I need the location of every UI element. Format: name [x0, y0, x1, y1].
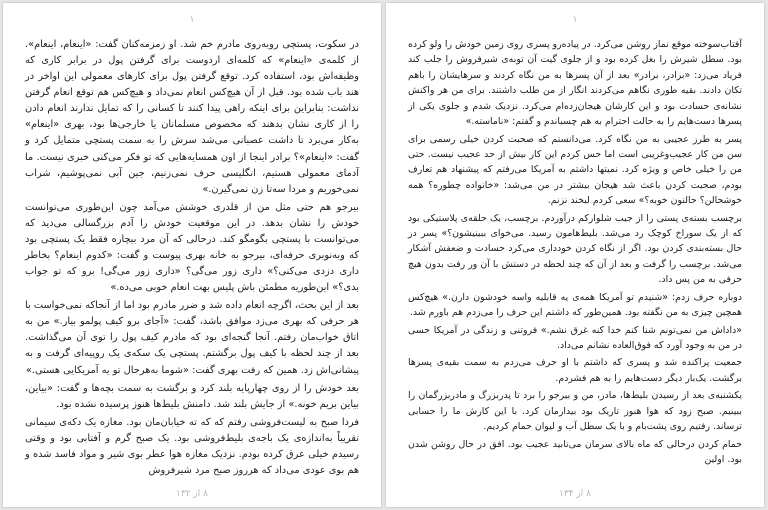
page-number-footer: ۸ از ۱۳۴ [559, 489, 591, 499]
paragraph: پسر به طرز عجیبی به من نگاه کرد. می‌دانستم که صحبت کردن خیلی رسمی برای سن من کار عجیب‌وغریبی است اما حس کردم این کار بیش از حد عجیب نیست. حتی من را خیلی خاص و ویژه کرد. نمیتها داشتم به آمریکا می‌رفتم که پیشنهاد هم تعارف بودم، صحبت کردن باعث شد هیجان بیشتر در من می‌شد: «خانواده چطوره؟ همه خوشحالن؟ حالتون خوبه؟» سعی کردم لبخند نزنم. [408, 133, 742, 207]
paragraph: بعد خودش را از روی چهارپایه بلند کرد و برگشت به سمت بچه‌ها و گفت: «بیاین، بیاین بریم خونه.» از جایش بلند شد. دامنش بلیط‌ها هنوز پرسیده نشده بود. [25, 382, 359, 410]
paragraph: دوباره حرف زدم: «شنیدم تو آمریکا همه‌ی یه قابلیه واسه خودشون دارن.» هیچ‌کس همچین چیزی به من نگفته بود. همین‌طور که داشتم این حرف را می‌زدم هم باورم شد. [408, 291, 742, 319]
page-number-footer: ۸ از ۱۳۲ [176, 489, 208, 499]
paragraph: یکشنبه‌ی بعد از رسیدن بلیط‌ها، مادر، من و بیرجو را برد تا پدربزرگ و مادربزرگمان را ببینیم. صبح زود که هوا هنوز تاریک بود بیدارمان کرد. با این کارش ما را حسابی ترساند. رفتیم روی پشت‌بام و با یک سطل آب و لیوان حمام کردیم. [408, 390, 742, 433]
right-page [386, 3, 764, 507]
paragraph: حمام کردن درحالی که ماه بالای سرمان می‌تابید عجیب بود. افق در حال روشن شدن بود. اولین [408, 438, 742, 465]
paragraph: بعد از این بحث، اگرچه انعام داده شد و ضرر مادرم بود اما از آنجاکه نمی‌خواست با هر حرفی که بهری می‌زد موافق باشد، گفت: «آجای برو کیف پولمو بیار.» من به اتاق خواب‌مان رفتم. آنجا گنجه‌ای بود که مادرم کیف پول را توی آن می‌گذاشت. بعد از چند لحظه با کیف پول برگشتم. پستچی یک سکه‌ی یک روپیه‌ای گرفت و به پیشانی‌اش زد. همین که رفت بهری گفت: «شوما به‌هرحال تو یه آمریکایی هستی.» [25, 300, 359, 376]
page-body [408, 37, 742, 469]
paragraph: برچسب بسته‌ی پستی را از جیب شلوارکم درآوردم. برچسب، یک حلقه‌ی پلاستیکی بود که از یک سوراخ کوچک رد می‌شد. بلیط‌هامون رسید. می‌خوای ببینیشون؟» پسر در حال بسته‌بندی کردن بود. اگر از نگاه کردن خودداری می‌کرد حسادت و ضعفش آشکار می‌شد. برچسب را گرفت و بعد از آن که چند لحظه در دستش با آن ور رفت بدون هیچ حرفی به من پس داد. [408, 212, 742, 286]
paragraph: بیرجو هم حتی مثل من از قلدری خوشش می‌آمد چون این‌طوری می‌توانست خودش را نشان بدهد. در این موقعیت خودش را آدم بزرگسالی می‌دید که می‌توانست با پستچی بگومگو کند. درحالی که آن مرد بیچاره فقط یک پستچی بود که وبه‌نوبری حرفه‌ای، بیرجو به خانه بهری پیوست و گفت: «کدوم اینعام؟ بخاطر داری دزدی می‌کنی؟» داری زور می‌گی؟ «داری زور می‌گی! برو که تو جواب بدی؟» این‌طوریه مطمئن باش پلیس بهت انعام خوبی می‌ده.» [25, 201, 359, 294]
paragraph: «داداش من نمی‌تونم شنا کنم خدا کنه غرق نشم.» فروتنی و زندگی در آمریکا حسی در من به وجود آورد که فوق‌العاده نشانم می‌داد. [408, 324, 742, 352]
page-body [25, 37, 359, 481]
paragraph: فردا صبح به لیست‌فروشی رفتم که که ته خیابان‌مان بود. مغازه یک دکه‌ی سیمانی تقریباً به‌اندازه‌ی یک باجه‌ی بلیط‌فروشی بود. یک صبح گرم و آفتابی بود و وقتی رسیدم خیلی عرق کرده بودم. نزدیک مغازه هوا عطر بوی شیر و مواد فاسد شده و هم بوی عودی می‌داد که هرروز صبح مرد شیرفروش [25, 416, 359, 477]
paragraph: در سکوت، پستچی روبه‌روی مادرم خم شد. او زمزمه‌کنان گفت: «اینعام، اینعام». از کلمه‌ی «اینعام» که کلمه‌ای اردوست برای گرفتن پول در برابر کاری که وظیفه‌اش بود، استفاده کرد. توقع گرفتن پول برای کارهای معمولی این اواخر در هند باب شده بود. قبل از آن هیچ‌کس انعام نمی‌داد و هیچ‌کس هم توقع انعام گرفتن نداشت: بنابراین برای اینکه راهی پیدا کنند تا کسانی را که تمایل ندارند انعام دادن را از کاری نشان بدهند که مخصوص مسلمانان یا خارجی‌ها بود، بهری «اینعام» به‌کار می‌برد تا داشت عصبانی می‌شد سرش را به سمت پستچی متمایل کرد و گفت: «اینعام»؟ برادر اینجا از اون همسایه‌هایی که تو فکر می‌کنی خبری نیست. ما آدمای معمولی هستیم، انگلیسی حرف نمی‌زنیم، جین آبی نمی‌پوشیم، شراب نمی‌خوریم و مردا سه‌تا زن نمی‌گیرن.» [25, 39, 359, 195]
paragraph: آفتاب‌سوخته موقع نماز روشن می‌کرد. در پیاده‌رو پسری روی زمین خودش را ولو کرده بود. سطل شیرش را بغل کرده بود و از جلوی گیت آن توبه‌ی شیرفروش را جلب کند فریاد می‌زد: «برادر، برادر» بعد از آن پسرها به من نگاه کردند و سرهایشان را باهم تکان دادند. بقیه طوری نگاهم می‌کردند انگار از من طلب داشتند. برای من هر واکنش نشانه‌ی حسادت بود و این کارشان هیجان‌زده‌ام می‌کرد. نزدیک شدم و جلوی یکی از پسرها دست‌هایم را به حالت احترام به هم چسباندم و گفتم: «ناماسته.» [408, 39, 742, 128]
page-number-top: ۱ [572, 15, 578, 25]
left-page [3, 3, 381, 507]
page-number-top: ۱ [189, 15, 195, 25]
paragraph: جمعیت پراکنده شد و پسری که داشتم با او حرف می‌زدم به سمت بقیه‌ی پسرها برگشت. یک‌بار دیگر دست‌هایم را به هم فشردم. [408, 357, 742, 384]
